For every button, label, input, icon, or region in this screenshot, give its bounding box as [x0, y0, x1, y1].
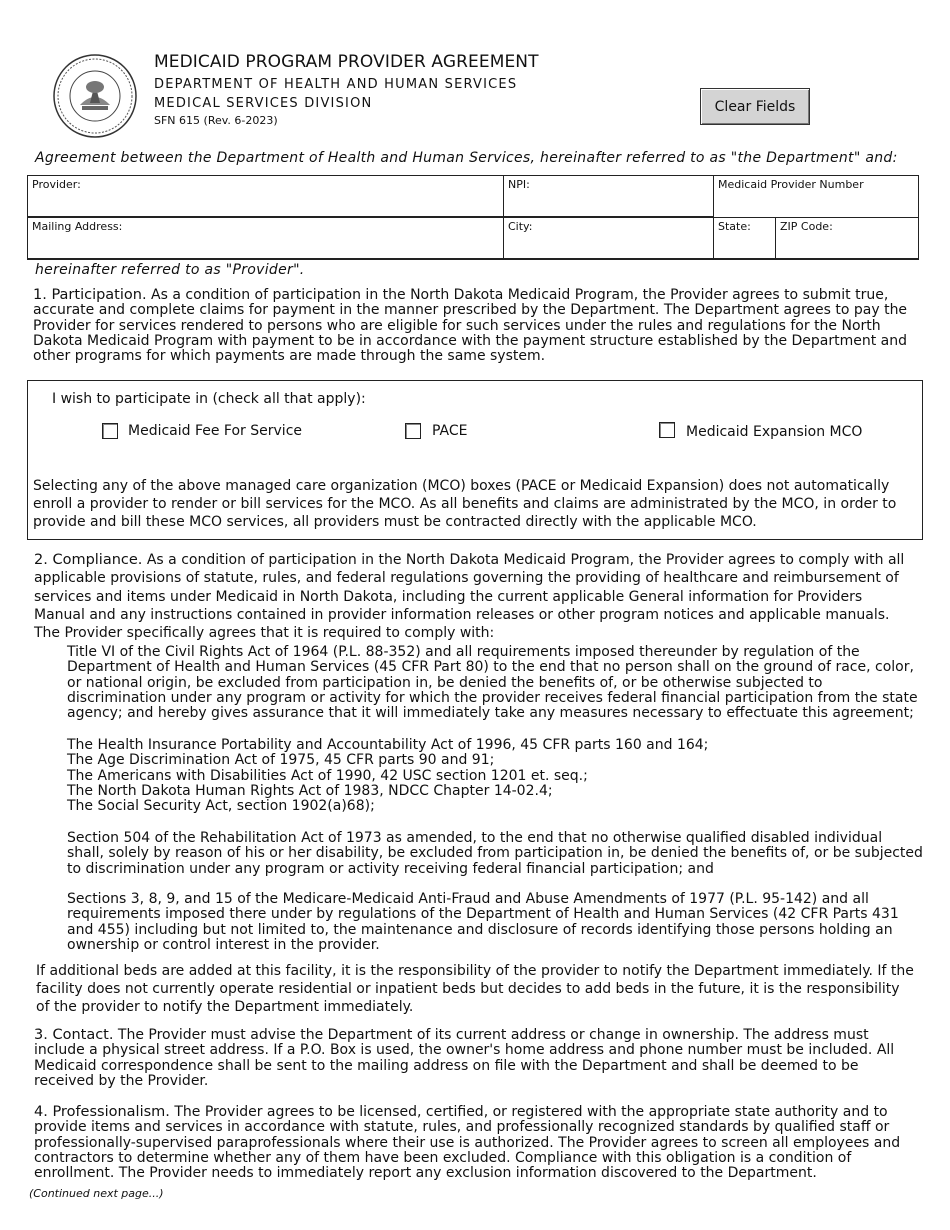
participation-section [33, 288, 913, 364]
professionalism-section [34, 1105, 916, 1181]
medicaid-number-label: Medicaid Provider Number [718, 178, 864, 191]
compliance-text: As a condition of participation in the North Dakota Medicaid Program, the Provider agrees to comply with all applicable provisions of statute, rules, and federal regulations governing the providing of healthcare and reimbursement of services and items under Medicaid in North Dakota, including the current applicable General information for Providers Manual and any instructions contained in provider information releases or other program notices and applicable manuals. The Provider specifically agrees that it is required to comply with: [34, 552, 905, 642]
act-item: The Age Discrimination Act of 1975, 45 CFR parts 90 and 91; [67, 752, 495, 769]
mailing-address-field[interactable] [28, 218, 504, 259]
compliance-section [34, 551, 914, 642]
provider-reference: hereinafter referred to as "Provider". [35, 262, 305, 278]
professionalism-heading: 4. Professionalism. [34, 1104, 170, 1120]
contact-heading: 3. Contact. [34, 1027, 114, 1043]
act-item: The North Dakota Human Rights Act of 1983, NDCC Chapter 14-02.4; [67, 782, 553, 799]
provider-label: Provider: [32, 178, 81, 191]
anti-fraud-text: Sections 3, 8, 9, and 15 of the Medicare-Medicaid Anti-Fraud and Abuse Amendments of 1977 (P.L. 95-142) and all requirements imposed there under by regulations of the Department of Health and Human Services (42 CFR Parts 431 and 455) including but not limited to, the maintenance and disclosure of records identifying those persons holding an ownership or control interest in the provider. [67, 891, 899, 953]
fee-for-service-label: Medicaid Fee For Service [128, 423, 303, 439]
continued-note: (Continued next page...) [29, 1187, 164, 1200]
act-item: The Americans with Disabilities Act of 1990, 42 USC section 1201 et. seq.; [67, 767, 588, 784]
compliance-heading: 2. Compliance. [34, 552, 143, 568]
participation-heading: 1. Participation. [33, 287, 147, 303]
contact-section [34, 1028, 916, 1089]
department-name: DEPARTMENT OF HEALTH AND HUMAN SERVICES [154, 77, 518, 92]
form-number: SFN 615 (Rev. 6-2023) [154, 114, 278, 127]
options-prompt: I wish to participate in (check all that apply): [52, 391, 366, 407]
mailing-address-label: Mailing Address: [32, 220, 123, 233]
mco-note: Selecting any of the above managed care organization (MCO) boxes (PACE or Medicaid Expansion) does not automatically enroll a provider to render or bill services for the MCO. As all benefits and claims are administrated by the MCO, in order to provide and bill these MCO services, all providers must be contracted directly with the applicable MCO. [33, 478, 897, 530]
state-seal-icon [52, 53, 138, 139]
expansion-mco-checkbox[interactable] [659, 422, 675, 438]
clear-fields-button[interactable]: Clear Fields [700, 88, 810, 125]
expansion-mco-label: Medicaid Expansion MCO [686, 424, 863, 440]
contact-text: The Provider must advise the Department of its current address or change in ownership. The address must include a physical street address. If a P.O. Box is used, the owner's home address and phone number must be included. All Medicaid correspondence shall be sent to the mailing address on file with the Department and shall be deemed to be received by the Provider. [34, 1027, 895, 1089]
city-label: City: [508, 220, 533, 233]
participation-options-box [27, 380, 923, 540]
participation-text: As a condition of participation in the North Dakota Medicaid Program, the Provider agrees to submit true, accurate and complete claims for payment in the manner prescribed by the Department. The Department agrees to pay the Provider for services rendered to persons who are eligible for such services under the rules and regulations for the North Dakota Medicaid Program with payment to be in accordance with the payment structure established by the Department and other programs for which payments are made through the same system. [33, 287, 908, 365]
acts-list [67, 738, 923, 814]
pace-checkbox[interactable] [405, 423, 421, 439]
pace-label: PACE [432, 423, 468, 439]
state-field[interactable] [714, 218, 776, 259]
zip-field[interactable] [776, 218, 918, 259]
zip-label: ZIP Code: [780, 220, 833, 233]
provider-field[interactable] [28, 176, 504, 218]
medicaid-number-field[interactable] [714, 176, 918, 218]
agreement-intro: Agreement between the Department of Health and Human Services, hereinafter referred to as "the Department" and: [35, 150, 898, 166]
section-504-text: Section 504 of the Rehabilitation Act of 1973 as amended, to the end that no otherwise qualified disabled individual shall, solely by reason of his or her disability, be excluded from participation in, be denied the benefits of, or be subjected to discrimination under any program or activity receiving federal financial participation; and [67, 830, 923, 877]
beds-notice: If additional beds are added at this facility, it is the responsibility of the provider to notify the Department immediately. If the facility does not currently operate residential or inpatient beds but decides to add beds in the future, it is the responsibility of the provider to notify the Department immediately. [36, 963, 914, 1015]
fee-for-service-checkbox[interactable] [102, 423, 118, 439]
title-vi-text: Title VI of the Civil Rights Act of 1964 (P.L. 88-352) and all requirements imposed thereunder by regulation of the Department of Health and Human Services (45 CFR Part 80) to the end that no person shall on the ground of race, color, or national origin, be excluded from participation in, be denied the benefits of, or be otherwise subjected to discrimination under any program or activity for which the provider receives federal financial participation from the state agency; and hereby gives assurance that it will immediately take any measures necessary to effectuate this agreement; [67, 644, 918, 722]
act-item: The Social Security Act, section 1902(a)68); [67, 798, 375, 815]
city-field[interactable] [504, 218, 714, 259]
state-label: State: [718, 220, 751, 233]
professionalism-text: The Provider agrees to be licensed, certified, or registered with the appropriate state authority and to provide items and services in accordance with statute, rules, and professionally recognized standards by qualified staff or professionally-supervised paraprofessionals where their use is authorized. The Provider agrees to screen all employees and contractors to determine whether any of them have been excluded. Compliance with this obligation is a condition of enrollment. The Provider needs to immediately report any exclusion information discovered to the Department. [34, 1104, 901, 1182]
npi-field[interactable] [504, 176, 714, 218]
division-name: MEDICAL SERVICES DIVISION [154, 96, 373, 111]
form-title: MEDICAID PROGRAM PROVIDER AGREEMENT [154, 52, 539, 72]
act-item: The Health Insurance Portability and Accountability Act of 1996, 45 CFR parts 160 and 164; [67, 737, 709, 753]
provider-info-table [27, 175, 919, 260]
npi-label: NPI: [508, 178, 530, 191]
